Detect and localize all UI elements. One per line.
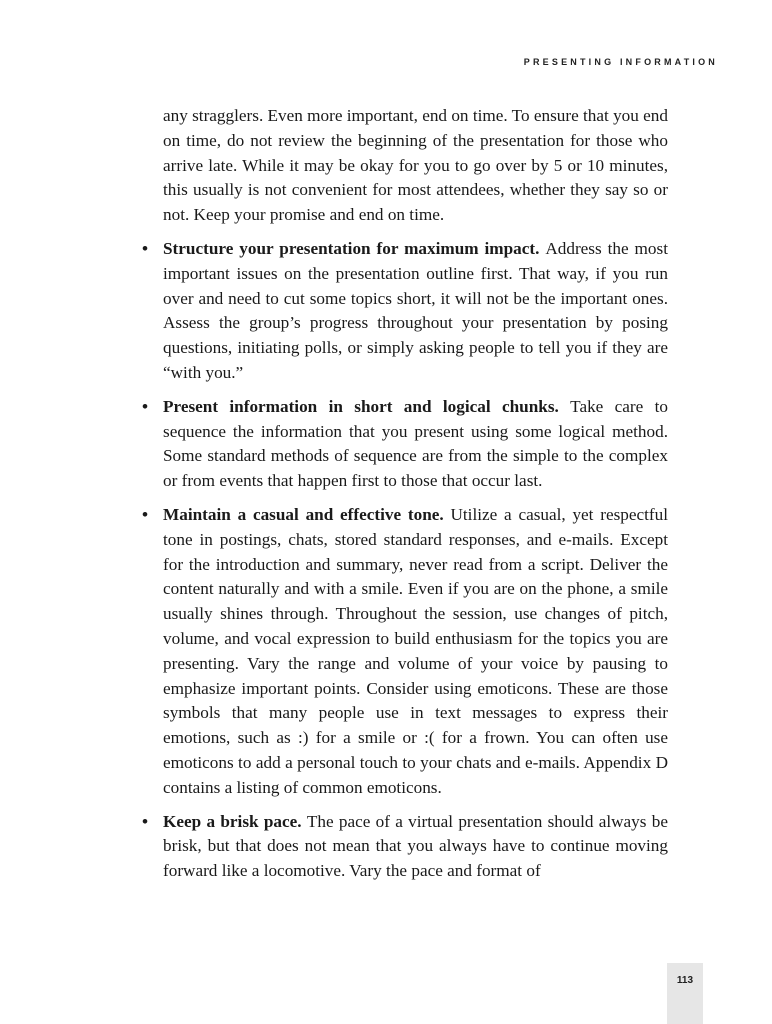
bullet-item-tone — [140, 503, 668, 801]
bullet-icon: • — [142, 811, 149, 831]
page-number: 113 — [676, 975, 694, 986]
bullet-text: Take care to sequence the information that you present using some logical method. Some standard methods of sequence are from the simple to the complex or from events that happen first to those that occur last. — [163, 396, 668, 491]
bullet-lead: Present information in short and logical chunks. — [163, 396, 571, 416]
bullet-item-chunks — [140, 395, 668, 494]
page-body — [140, 104, 668, 893]
bullet-text: Utilize a casual, yet respectful tone in postings, chats, stored standard responses, and e-mails. Except for the introduction and summary, never read from a script. Deliver the content naturally and with a smile. Even if you are on the phone, a smile usually shines through. Throughout the session, use changes of pitch, volume, and vocal expression to build enthusiasm for the topics you are presenting. Vary the range and volume of your voice by pausing to emphasize important points. Consider using emoticons. These are those symbols that many people use in text messages to express their emotions, such as :) for a smile or :( for a frown. You can often use emoticons to add a personal touch to your chats and e-mails. Appendix D contains a listing of common emoticons. — [163, 504, 668, 797]
bullet-lead: Maintain a casual and effective tone. — [163, 504, 451, 524]
bullet-item-structure — [140, 237, 668, 386]
running-head: PRESENTING INFORMATION — [523, 57, 718, 67]
bullet-lead: Structure your presentation for maximum impact. — [163, 238, 546, 258]
page-number-tab — [667, 963, 703, 1024]
bullet-icon: • — [142, 504, 149, 524]
bullet-text: Address the most important issues on the presentation outline first. That way, if you run over and need to cut some topics short, it will not be the important ones. Assess the group’s progress throughout your presentation by posing questions, initiating polls, or simply asking people to tell you if they are “with you.” — [163, 238, 668, 382]
bullet-icon: • — [142, 396, 149, 416]
bullet-item-pace — [140, 810, 668, 884]
bullet-icon: • — [142, 238, 149, 258]
intro-paragraph: any stragglers. Even more important, end on time. To ensure that you end on time, do not review the beginning of the presentation for those who arrive late. While it may be okay for you to go over by 5 or 10 minutes, this usually is not convenient for most attendees, whether they say so or not. Keep your promise and end on time. — [163, 106, 668, 225]
bullet-list — [140, 237, 668, 884]
bullet-text: The pace of a virtual presentation should always be brisk, but that does not mean that you always have to continue moving forward like a locomotive. Vary the pace and format of — [163, 811, 668, 881]
bullet-lead: Keep a brisk pace. — [163, 811, 307, 831]
